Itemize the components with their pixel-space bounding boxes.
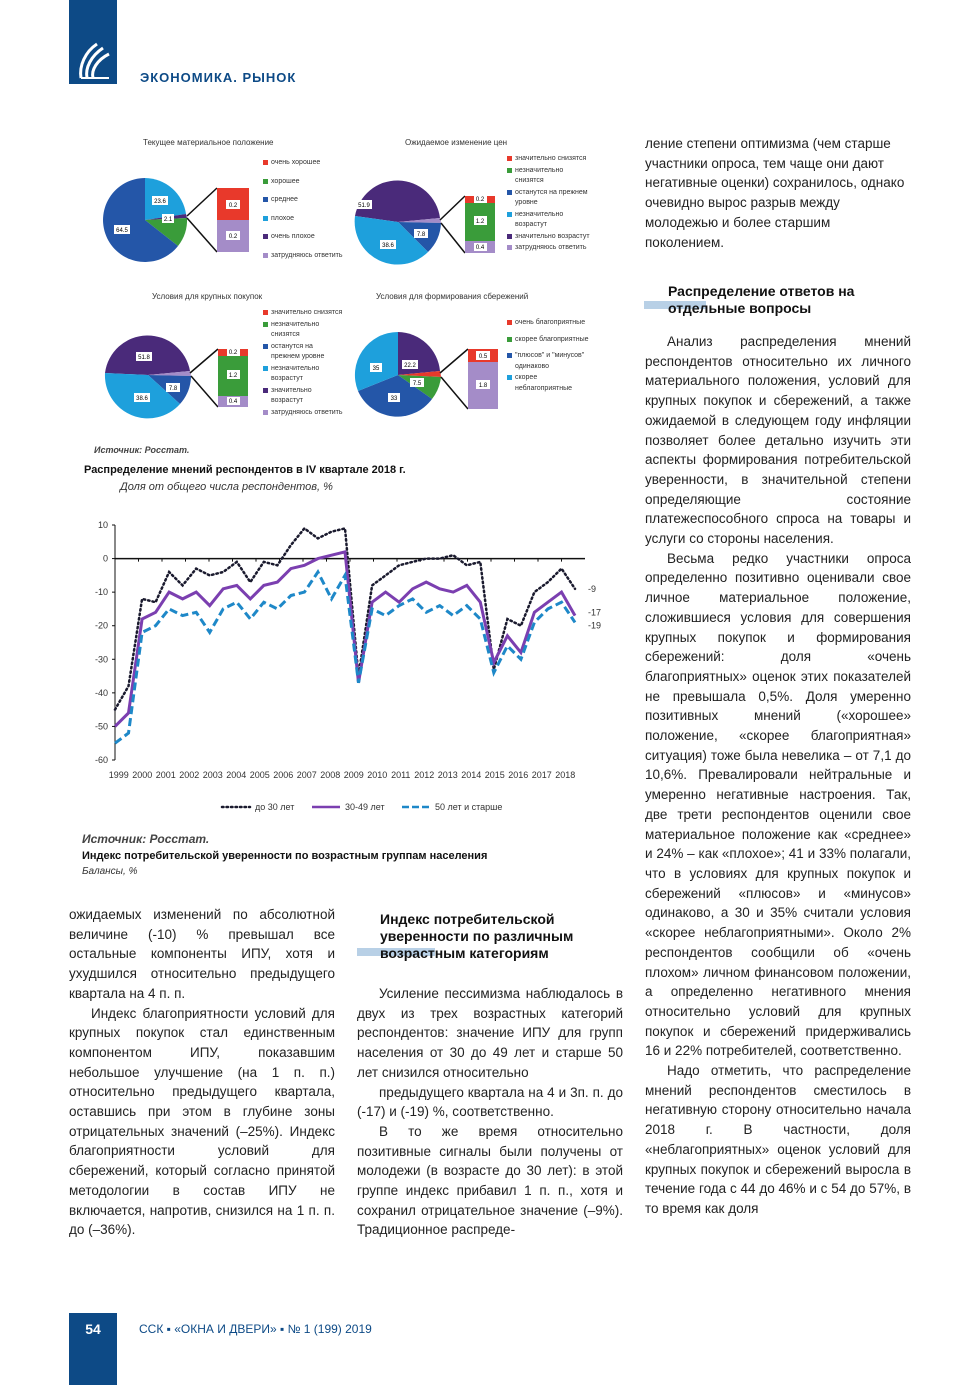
- svg-text:0.2: 0.2: [228, 350, 238, 356]
- svg-text:2002: 2002: [179, 770, 200, 780]
- paragraph: Усиление пессимизма наблюдалось в двух из трех возрастных категорий респондентов: значение ИПУ для групп населения от 30 до 49 лет и старше 50 лет снизился относительно: [357, 986, 623, 1080]
- svg-text:2011: 2011: [391, 770, 411, 780]
- svg-text:0: 0: [102, 553, 108, 564]
- figure-subcaption: Доля от общего числа респондентов, %: [120, 481, 333, 493]
- paragraph: Индекс благоприятности условий для крупных покупок стал единственным компонентом ИПУ, показавшим небольшое улучшение (на 1 п. п.) относительно предыдущего квартала, оставшись при этом в глубине зоны отрицательных значений (–25%). Индекс благоприятности условий для сбережений, который согласно принятой методологии в состав ИПУ не включается, напротив, снизился на 1 п. п. до (–36%).: [69, 1005, 335, 1238]
- svg-text:2006: 2006: [273, 770, 294, 780]
- figure-source: Источник: Росстат.: [82, 832, 210, 846]
- svg-text:-17: -17: [588, 607, 602, 618]
- pie-legend: очень благоприятные скорее благоприятные "плюсов" и "минусов" одинаково скорее неблагоприятные: [507, 318, 592, 395]
- section-title: ЭКОНОМИКА. РЫНОК: [140, 70, 297, 85]
- chart-legend: [222, 802, 502, 812]
- svg-text:2009: 2009: [343, 770, 364, 780]
- svg-text:2.1: 2.1: [163, 217, 173, 223]
- svg-text:2008: 2008: [320, 770, 341, 780]
- svg-text:7.8: 7.8: [416, 232, 426, 238]
- page-number: 54: [85, 1321, 101, 1337]
- svg-text:-20: -20: [94, 620, 108, 631]
- svg-text:2004: 2004: [226, 770, 247, 780]
- svg-text:38.6: 38.6: [382, 243, 394, 249]
- svg-text:23.6: 23.6: [154, 199, 166, 205]
- paragraph: Анализ распределения мнений респондентов относительно их личного материального положения, условий для крупных покупок и сбережений, а также ожидаемой в следующем году инфляции позволяет более детально изучить эти аспекты формирования потребительской уверенности, в значительной степени определяющие состояние платежеспособного спроса на товары и услуги со стороны населения.: [645, 334, 911, 547]
- svg-text:-9: -9: [588, 583, 597, 594]
- svg-text:-19: -19: [588, 620, 602, 631]
- footer-brand-bar: [69, 1313, 117, 1385]
- line-chart-consumer-confidence: [80, 510, 620, 820]
- header-brand-bar: [69, 0, 117, 84]
- svg-text:35: 35: [372, 366, 380, 372]
- svg-text:7.5: 7.5: [412, 381, 422, 387]
- paragraph: Весьма редко участники опроса определенно позитивно оценивали свое личное материальное положение, сложившиеся условия для совершения крупных покупок и формирования сбережений: доля «очень благоприятных» оценок этих показателей не превышала 0,5%. Доля умеренно позитивных мнений («хорошее» положение, «скорее благоприятная» ситуация) тоже была невелика – от 7,1 до 10,6%. Превалировали нейтральные и умеренно негативные настроения. Так, две трети респондентов оценили свое материальное положение как «среднее» и 24% – как «плохое»; 41 и 33% полагали, что в условиях для крупных покупок и сбережений «плюсов» и «минусов» одинаково, а 30 и 35% считали условия «скорее неблагоприятными». Около 2% респондентов сообщили об «очень плохом» личном финансовом положении, а определенно негативного мнения относительно условий для крупных покупок и сбережений придерживались 16 и 22% потребителей, соответственно.: [645, 550, 911, 1059]
- svg-text:-40: -40: [94, 687, 108, 698]
- svg-text:2003: 2003: [202, 770, 223, 780]
- pie-title: Текущее материальное положение: [143, 138, 274, 147]
- paragraph: ожидаемых изменений по абсолютной величине (-10) % превышал все остальные компоненты ИПУ, хотя и ухудшился относительно предыдущего квартала на 4 п. п.: [69, 907, 335, 1001]
- paragraph: Надо отметить, что распределение мнений респондентов сместилось в негативную сторону относительно начала 2018 г. В частности, доля «неблагоприятных» оценок условий для крупных покупок и сбережений выросла в течение года с 44 до 46% и с 54 до 57%, в то время как доля: [645, 1063, 911, 1216]
- svg-text:0.4: 0.4: [475, 245, 485, 251]
- svg-text:7.8: 7.8: [168, 386, 178, 392]
- figure-caption: Распределение мнений респондентов в IV квартале 2018 г.: [84, 464, 406, 476]
- svg-text:до 30 лет: до 30 лет: [255, 802, 295, 812]
- svg-text:1999: 1999: [108, 770, 129, 780]
- svg-text:1.2: 1.2: [475, 219, 485, 225]
- svg-text:2017: 2017: [531, 770, 552, 780]
- svg-text:33: 33: [390, 396, 398, 402]
- pie-title: Условия для формирования сбережений: [376, 292, 529, 301]
- pie-legend: очень хорошее хорошее среднее плохое очень плохое затрудняюсь ответить: [263, 158, 343, 262]
- svg-text:30-49 лет: 30-49 лет: [345, 802, 385, 812]
- legend-swatch: [263, 160, 268, 165]
- svg-text:2007: 2007: [296, 770, 317, 780]
- svg-text:0.2: 0.2: [228, 203, 238, 209]
- svg-text:-60: -60: [94, 755, 108, 765]
- svg-text:-50: -50: [94, 721, 108, 732]
- figure-caption: Индекс потребительской уверенности по возрастным группам населения: [82, 850, 488, 862]
- svg-text:0.2: 0.2: [228, 234, 238, 240]
- section-heading: Индекс потребительской уверенности по различным возрастным категориям: [380, 911, 620, 962]
- pie-chart-purchases: [100, 325, 260, 430]
- chart-lines: [115, 528, 575, 743]
- svg-text:50 лет и старше: 50 лет и старше: [435, 802, 503, 812]
- publication-info: ССК ▪ «ОКНА И ДВЕРИ» ▪ № 1 (199) 2019: [139, 1322, 372, 1336]
- svg-text:22.2: 22.2: [404, 363, 416, 369]
- svg-text:0.2: 0.2: [475, 197, 485, 203]
- svg-text:-30: -30: [94, 654, 108, 665]
- svg-text:2016: 2016: [508, 770, 529, 780]
- text-column-middle: [357, 984, 623, 1240]
- svg-text:2001: 2001: [155, 770, 176, 780]
- paragraph: ление степени оптимизма (чем старше участники опроса, тем чаще они дают негативные оценки) сохранилось, однако очевидно вырос разрыв между молодежью и более старшим поколением.: [645, 136, 905, 250]
- text-column-right-intro: [645, 134, 911, 252]
- figure-subcaption: Балансы, %: [82, 866, 138, 877]
- svg-text:38.6: 38.6: [136, 396, 148, 402]
- svg-text:2014: 2014: [461, 770, 482, 780]
- svg-text:0.4: 0.4: [228, 399, 238, 405]
- text-column-right: [645, 332, 911, 1219]
- magazine-logo-icon: [75, 38, 111, 80]
- pie-title: Условия для крупных покупок: [152, 292, 263, 301]
- svg-text:2012: 2012: [414, 770, 435, 780]
- svg-text:1.2: 1.2: [228, 373, 238, 379]
- paragraph: В то же время относительно позитивные сигналы были получены от молодежи (в возрасте до 30 лет): в этой группе индекс прибавил 1 п. п., хотя и сохранил отрицательное значение (–9%). Традиционное распреде-: [357, 1123, 623, 1238]
- section-heading: Распределение ответов на отдельные вопросы: [668, 283, 888, 317]
- svg-text:2010: 2010: [367, 770, 388, 780]
- svg-text:2005: 2005: [249, 770, 270, 780]
- svg-text:2015: 2015: [484, 770, 505, 780]
- pie-chart-material: [100, 170, 265, 270]
- paragraph: предыдущего квартала на 4 и 3п. п. до (-17) и (-19) %, соответственно.: [357, 1084, 623, 1120]
- svg-text:0.5: 0.5: [478, 354, 488, 360]
- svg-text:2013: 2013: [437, 770, 458, 780]
- text-column-left: [69, 905, 335, 1240]
- svg-text:51.8: 51.8: [138, 355, 150, 361]
- figure-source: Источник: Росстат.: [94, 445, 190, 455]
- svg-text:-10: -10: [94, 587, 108, 598]
- svg-text:2000: 2000: [132, 770, 153, 780]
- svg-text:51.9: 51.9: [358, 203, 370, 209]
- pie-legend: значительно снизятся незначительно снизятся останутся на прежнем уровне незначительно возрастут значительно возрастут затрудняюсь ответить: [263, 308, 343, 419]
- pie-title: Ожидаемое изменение цен: [405, 138, 508, 147]
- pie-chart-prices: [350, 170, 510, 275]
- y-axis: [95, 520, 115, 765]
- svg-text:2018: 2018: [555, 770, 576, 780]
- pie-legend: значительно снизятся незначительно снизятся останутся на прежнем уровне незначительно возрастут значительно возрастут затрудняюсь ответить: [507, 154, 592, 255]
- svg-text:1.8: 1.8: [478, 383, 488, 389]
- svg-text:64.5: 64.5: [116, 228, 128, 234]
- end-labels: [588, 584, 601, 631]
- pie-chart-savings: [350, 325, 510, 430]
- svg-text:10: 10: [97, 520, 108, 530]
